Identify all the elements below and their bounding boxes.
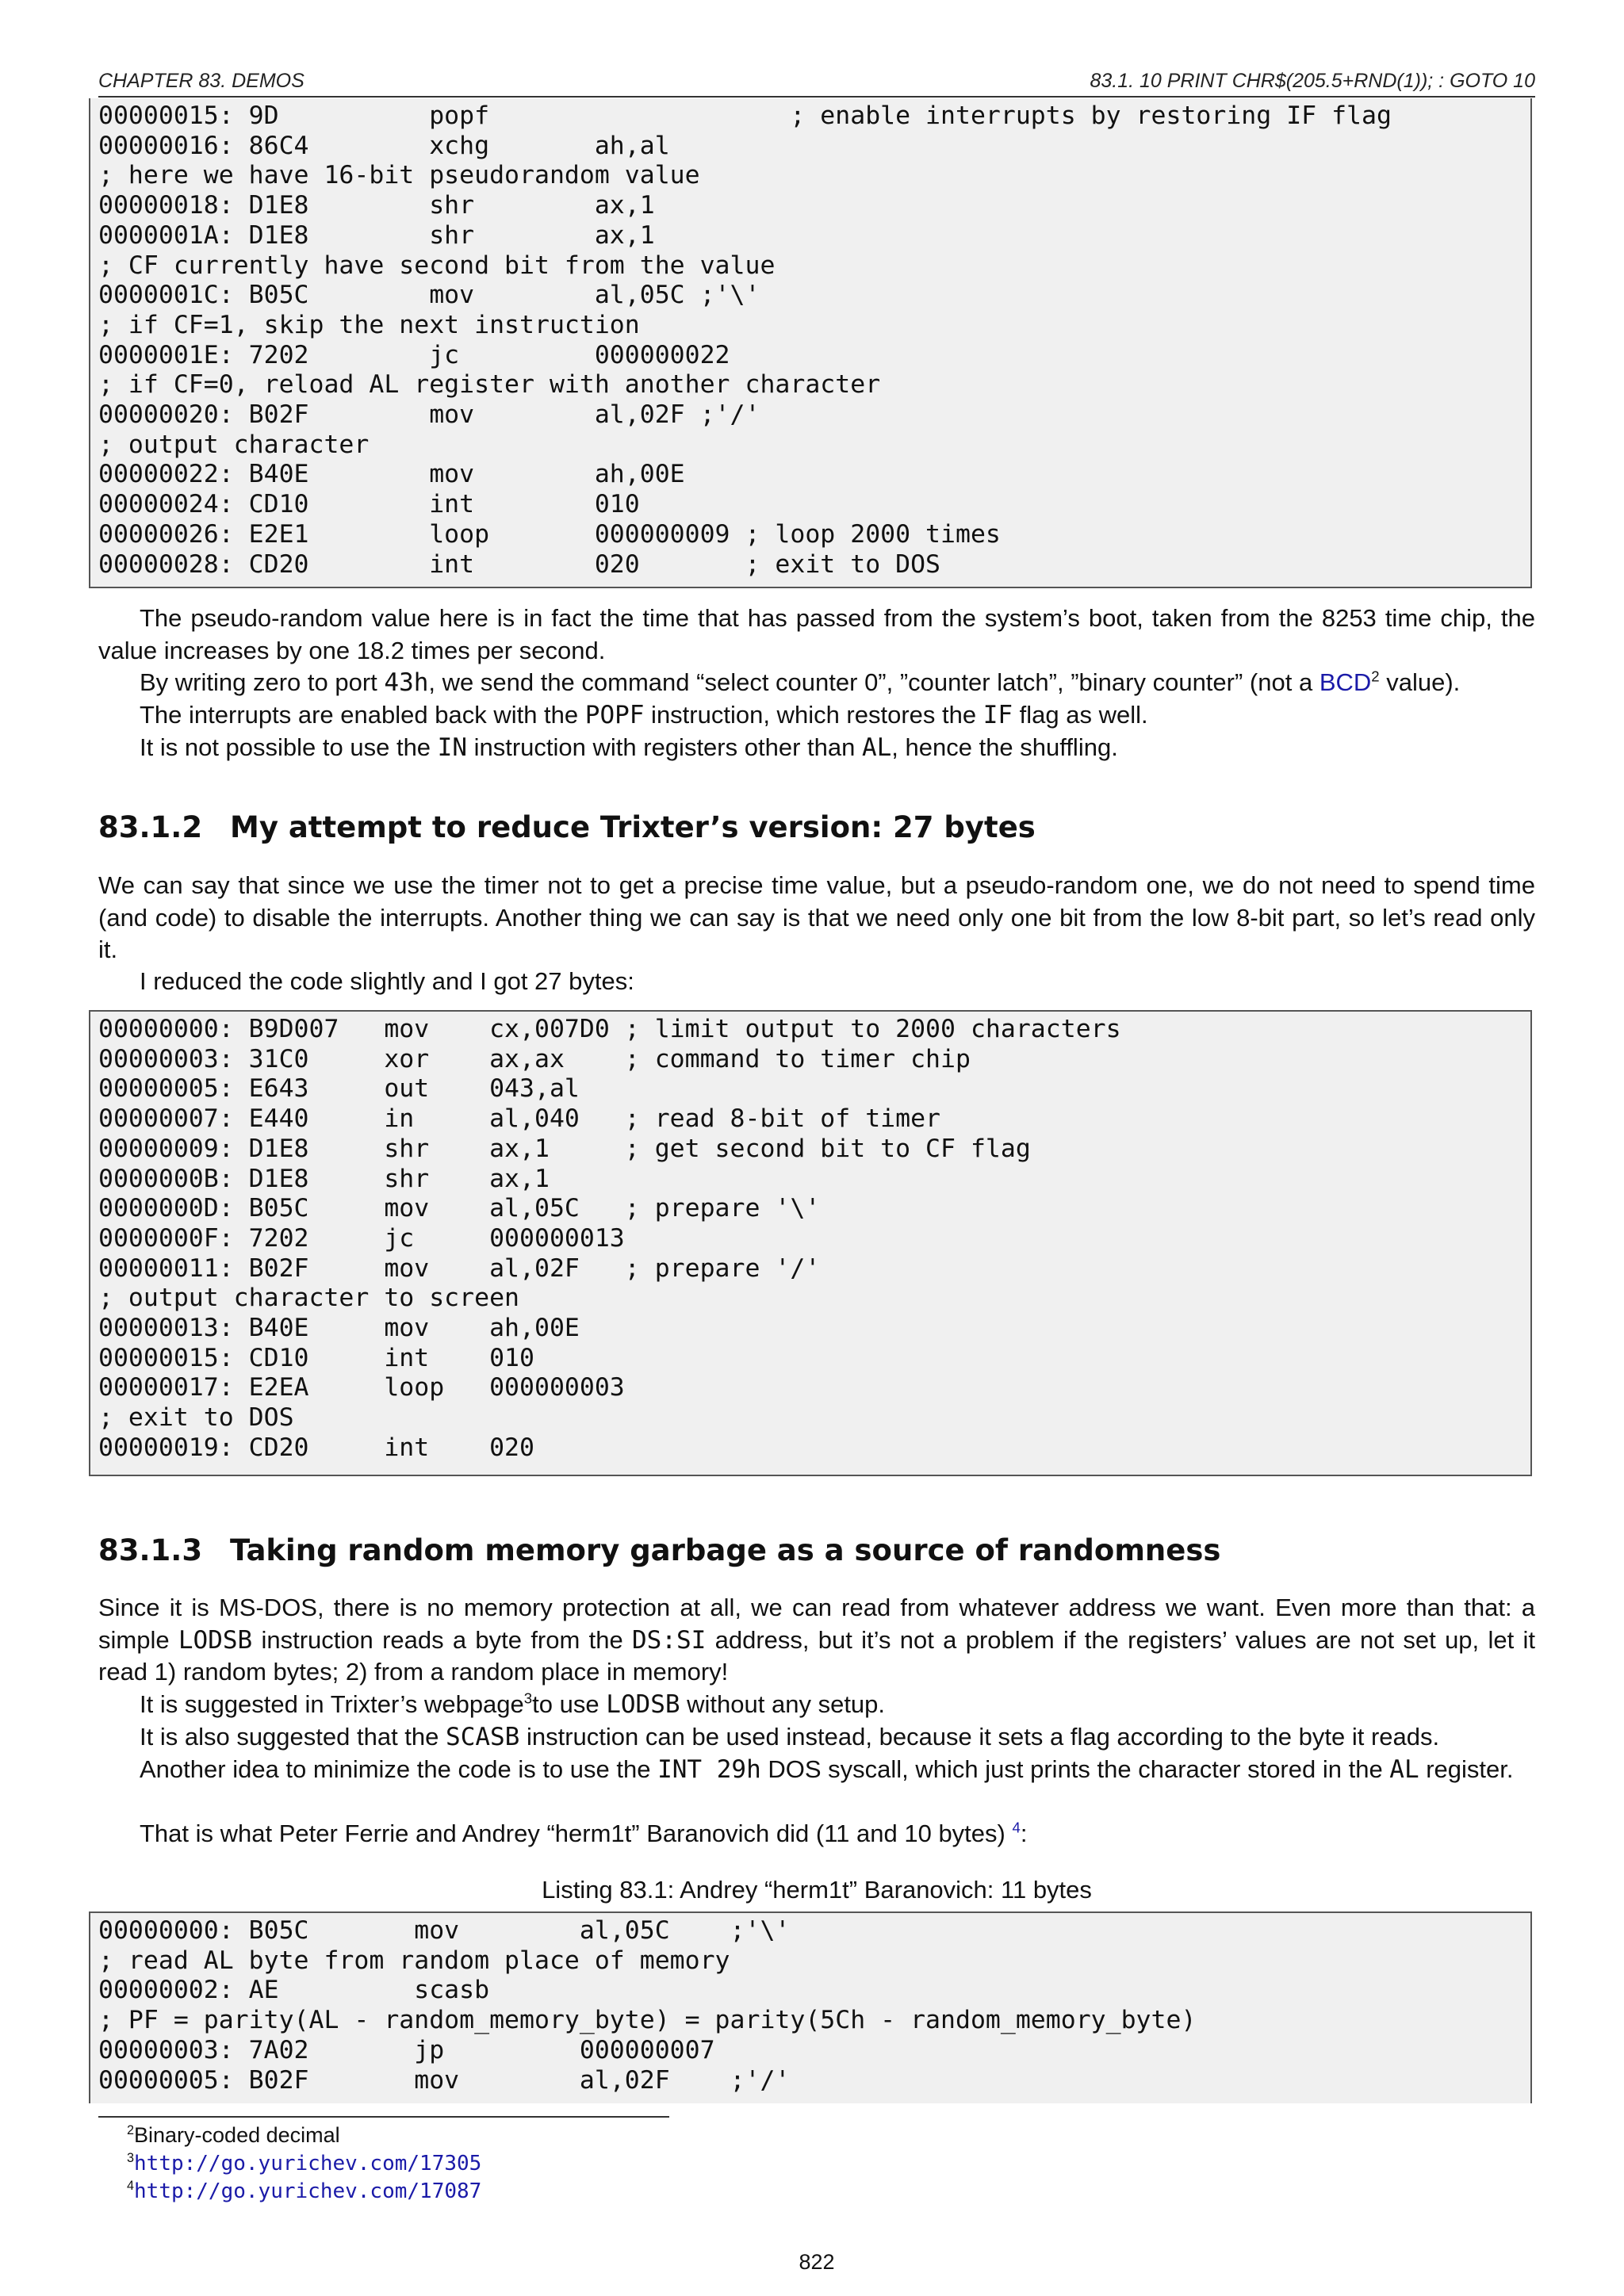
code-line: 0000001C: B05C mov al,05C ;'\' xyxy=(98,281,760,310)
paragraph-popf: The interrupts are enabled back with the POPF instruction, which restores the IF flag as well. xyxy=(140,701,1148,729)
header-section: 83.1. 10 PRINT CHR$(205.5+RND(1)); : GOTO 10 xyxy=(1090,70,1535,92)
section-heading-83-1-3: 83.1.3 Taking random memory garbage as a source of randomness xyxy=(98,1533,1221,1567)
paragraph-int-29h: Another idea to minimize the code is to use the INT 29h DOS syscall, which just prints the character stored in the AL register. xyxy=(140,1755,1514,1784)
code-line: ; output character to screen xyxy=(98,1284,520,1313)
paragraph-in-instruction: It is not possible to use the IN instruction with registers other than AL, hence the shuffling. xyxy=(140,733,1118,762)
code-line: ; if CF=0, reload AL register with another character xyxy=(98,370,881,400)
code-line: 00000000: B05C mov al,05C ;'\' xyxy=(98,1916,791,1945)
footnote-ref-3[interactable]: 3 xyxy=(523,1689,533,1707)
paragraph-pseudo-random: The pseudo-random value here is in fact the time that has passed from the system’s boot, taken from the 8253 time chip, the value increases by one 18.2 times per second. xyxy=(98,604,1535,664)
code-line: 0000001A: D1E8 shr ax,1 xyxy=(98,220,655,250)
paragraph-ferrie-baranovich: That is what Peter Ferrie and Andrey “herm1t” Baranovich did (11 and 10 bytes) $^4$: xyxy=(140,1819,1028,1847)
footnote-ref-2[interactable]: 2 xyxy=(1371,668,1380,685)
code-line: ; if CF=1, skip the next instruction xyxy=(98,310,640,339)
section-heading-83-1-2: 83.1.2 My attempt to reduce Trixter’s version: 27 bytes xyxy=(98,810,1036,844)
bcd-link[interactable]: BCD xyxy=(1319,668,1372,696)
code-line: ; read AL byte from random place of memory xyxy=(98,1946,730,1975)
code-line: 00000026: E2E1 loop 000000009 ; loop 2000 times xyxy=(98,519,1001,549)
code-listing-27-bytes xyxy=(89,1010,1532,1476)
footnote-rule xyxy=(98,2116,669,2118)
code-line: 00000003: 31C0 xor ax,ax ; command to timer chip xyxy=(98,1044,971,1073)
code-listing-11-bytes xyxy=(89,1911,1532,2103)
code-line: 00000013: B40E mov ah,00E xyxy=(98,1314,580,1343)
code-line: ; output character xyxy=(98,430,370,459)
footnote-link-17305[interactable]: http://go.yurichev.com/17305 xyxy=(134,2152,482,2175)
code-line: ; CF currently have second bit from the value xyxy=(98,251,776,280)
paragraph-port-43h: By writing zero to port 43h, we send the command “select counter 0”, ”counter latch”, ”binary counter” (not a BCD$^2$ value). xyxy=(140,668,1461,697)
code-line: 00000015: 9D popf ; enable interrupts by restoring IF flag xyxy=(98,101,1392,130)
code-line: 00000011: B02F mov al,02F ; prepare '/' xyxy=(98,1253,821,1283)
footnote-ref-4[interactable]: 4 xyxy=(1012,1819,1021,1836)
code-line: 00000028: CD20 int 020 ; exit to DOS xyxy=(98,549,941,579)
code-line: 00000016: 86C4 xchg ah,al xyxy=(98,131,670,160)
page-number: 822 xyxy=(799,2250,835,2274)
footnote-2: $^2$Binary-coded decimal xyxy=(127,2123,340,2147)
code-line: 00000020: B02F mov al,02F ;'/' xyxy=(98,400,760,430)
paragraph-trixter-webpage: It is suggested in Trixter’s webpage$^3$to use LODSB without any setup. xyxy=(140,1689,886,1719)
code-line: 00000002: AE scasb xyxy=(98,1976,490,2005)
code-line: 00000015: CD10 int 010 xyxy=(98,1343,534,1372)
code-line: 00000007: E440 in al,040 ; read 8-bit of timer xyxy=(98,1104,941,1134)
paragraph-27-bytes: I reduced the code slightly and I got 27 bytes: xyxy=(140,967,634,995)
code-line: 00000024: CD10 int 010 xyxy=(98,490,640,519)
header-chapter: CHAPTER 83. DEMOS xyxy=(98,70,304,92)
code-line: 00000019: CD20 int 020 xyxy=(98,1433,534,1462)
paragraph-timer-reasoning: We can say that since we use the timer not to get a precise time value, but a pseudo-random one, we do not need to spend time (and code) to disable the interrupts. Another thing we can say is that we need only one bit from the low 8-bit part, so let’s read only it. xyxy=(98,871,1535,963)
footnote-4: $^4$http://go.yurichev.com/17087 xyxy=(127,2179,482,2203)
code-listing-top xyxy=(89,98,1532,588)
paragraph-ms-dos-memory: Since it is MS-DOS, there is no memory protection at all, we can read from whatever address we want. Even more than that: a simple LODSB instruction reads a byte from the DS:SI address, but it’s not a problem if the registers’ values are not set up, let it read 1) random bytes; 2) from a random place in memory! xyxy=(98,1594,1535,1686)
code-line: ; PF = parity(AL - random_memory_byte) = parity(5Ch - random_memory_byte) xyxy=(98,2006,1197,2035)
code-line: 00000003: 7A02 jp 000000007 xyxy=(98,2035,715,2064)
code-line: ; here we have 16-bit pseudorandom value xyxy=(98,161,700,190)
code-line: 0000000D: B05C mov al,05C ; prepare '\' xyxy=(98,1194,821,1223)
paragraph-scasb: It is also suggested that the SCASB instruction can be used instead, because it sets a flag according to the byte it reads. xyxy=(140,1723,1440,1751)
code-line: 0000001E: 7202 jc 000000022 xyxy=(98,340,730,369)
code-line: 0000000B: D1E8 shr ax,1 xyxy=(98,1164,550,1193)
footnote-link-17087[interactable]: http://go.yurichev.com/17087 xyxy=(134,2179,482,2203)
code-line: 00000017: E2EA loop 000000003 xyxy=(98,1373,625,1402)
code-line: 00000000: B9D007 mov cx,007D0 ; limit output to 2000 characters xyxy=(98,1015,1121,1043)
code-line: 00000018: D1E8 shr ax,1 xyxy=(98,191,655,220)
port-code: 43h xyxy=(384,668,429,697)
code-line: 00000022: B40E mov ah,00E xyxy=(98,460,685,489)
footnote-3: $^3$http://go.yurichev.com/17305 xyxy=(127,2151,482,2175)
code-line: 00000005: B02F mov al,02F ;'/' xyxy=(98,2065,791,2095)
code-line: 00000009: D1E8 shr ax,1 ; get second bit to CF flag xyxy=(98,1134,1031,1163)
code-line: ; exit to DOS xyxy=(98,1403,294,1433)
code-line: 00000005: E643 out 043,al xyxy=(98,1074,580,1104)
running-header xyxy=(98,70,1535,98)
code-line: 0000000F: 7202 jc 000000013 xyxy=(98,1223,625,1253)
listing-caption: Listing 83.1: Andrey “herm1t” Baranovich: 11 bytes xyxy=(542,1876,1092,1904)
